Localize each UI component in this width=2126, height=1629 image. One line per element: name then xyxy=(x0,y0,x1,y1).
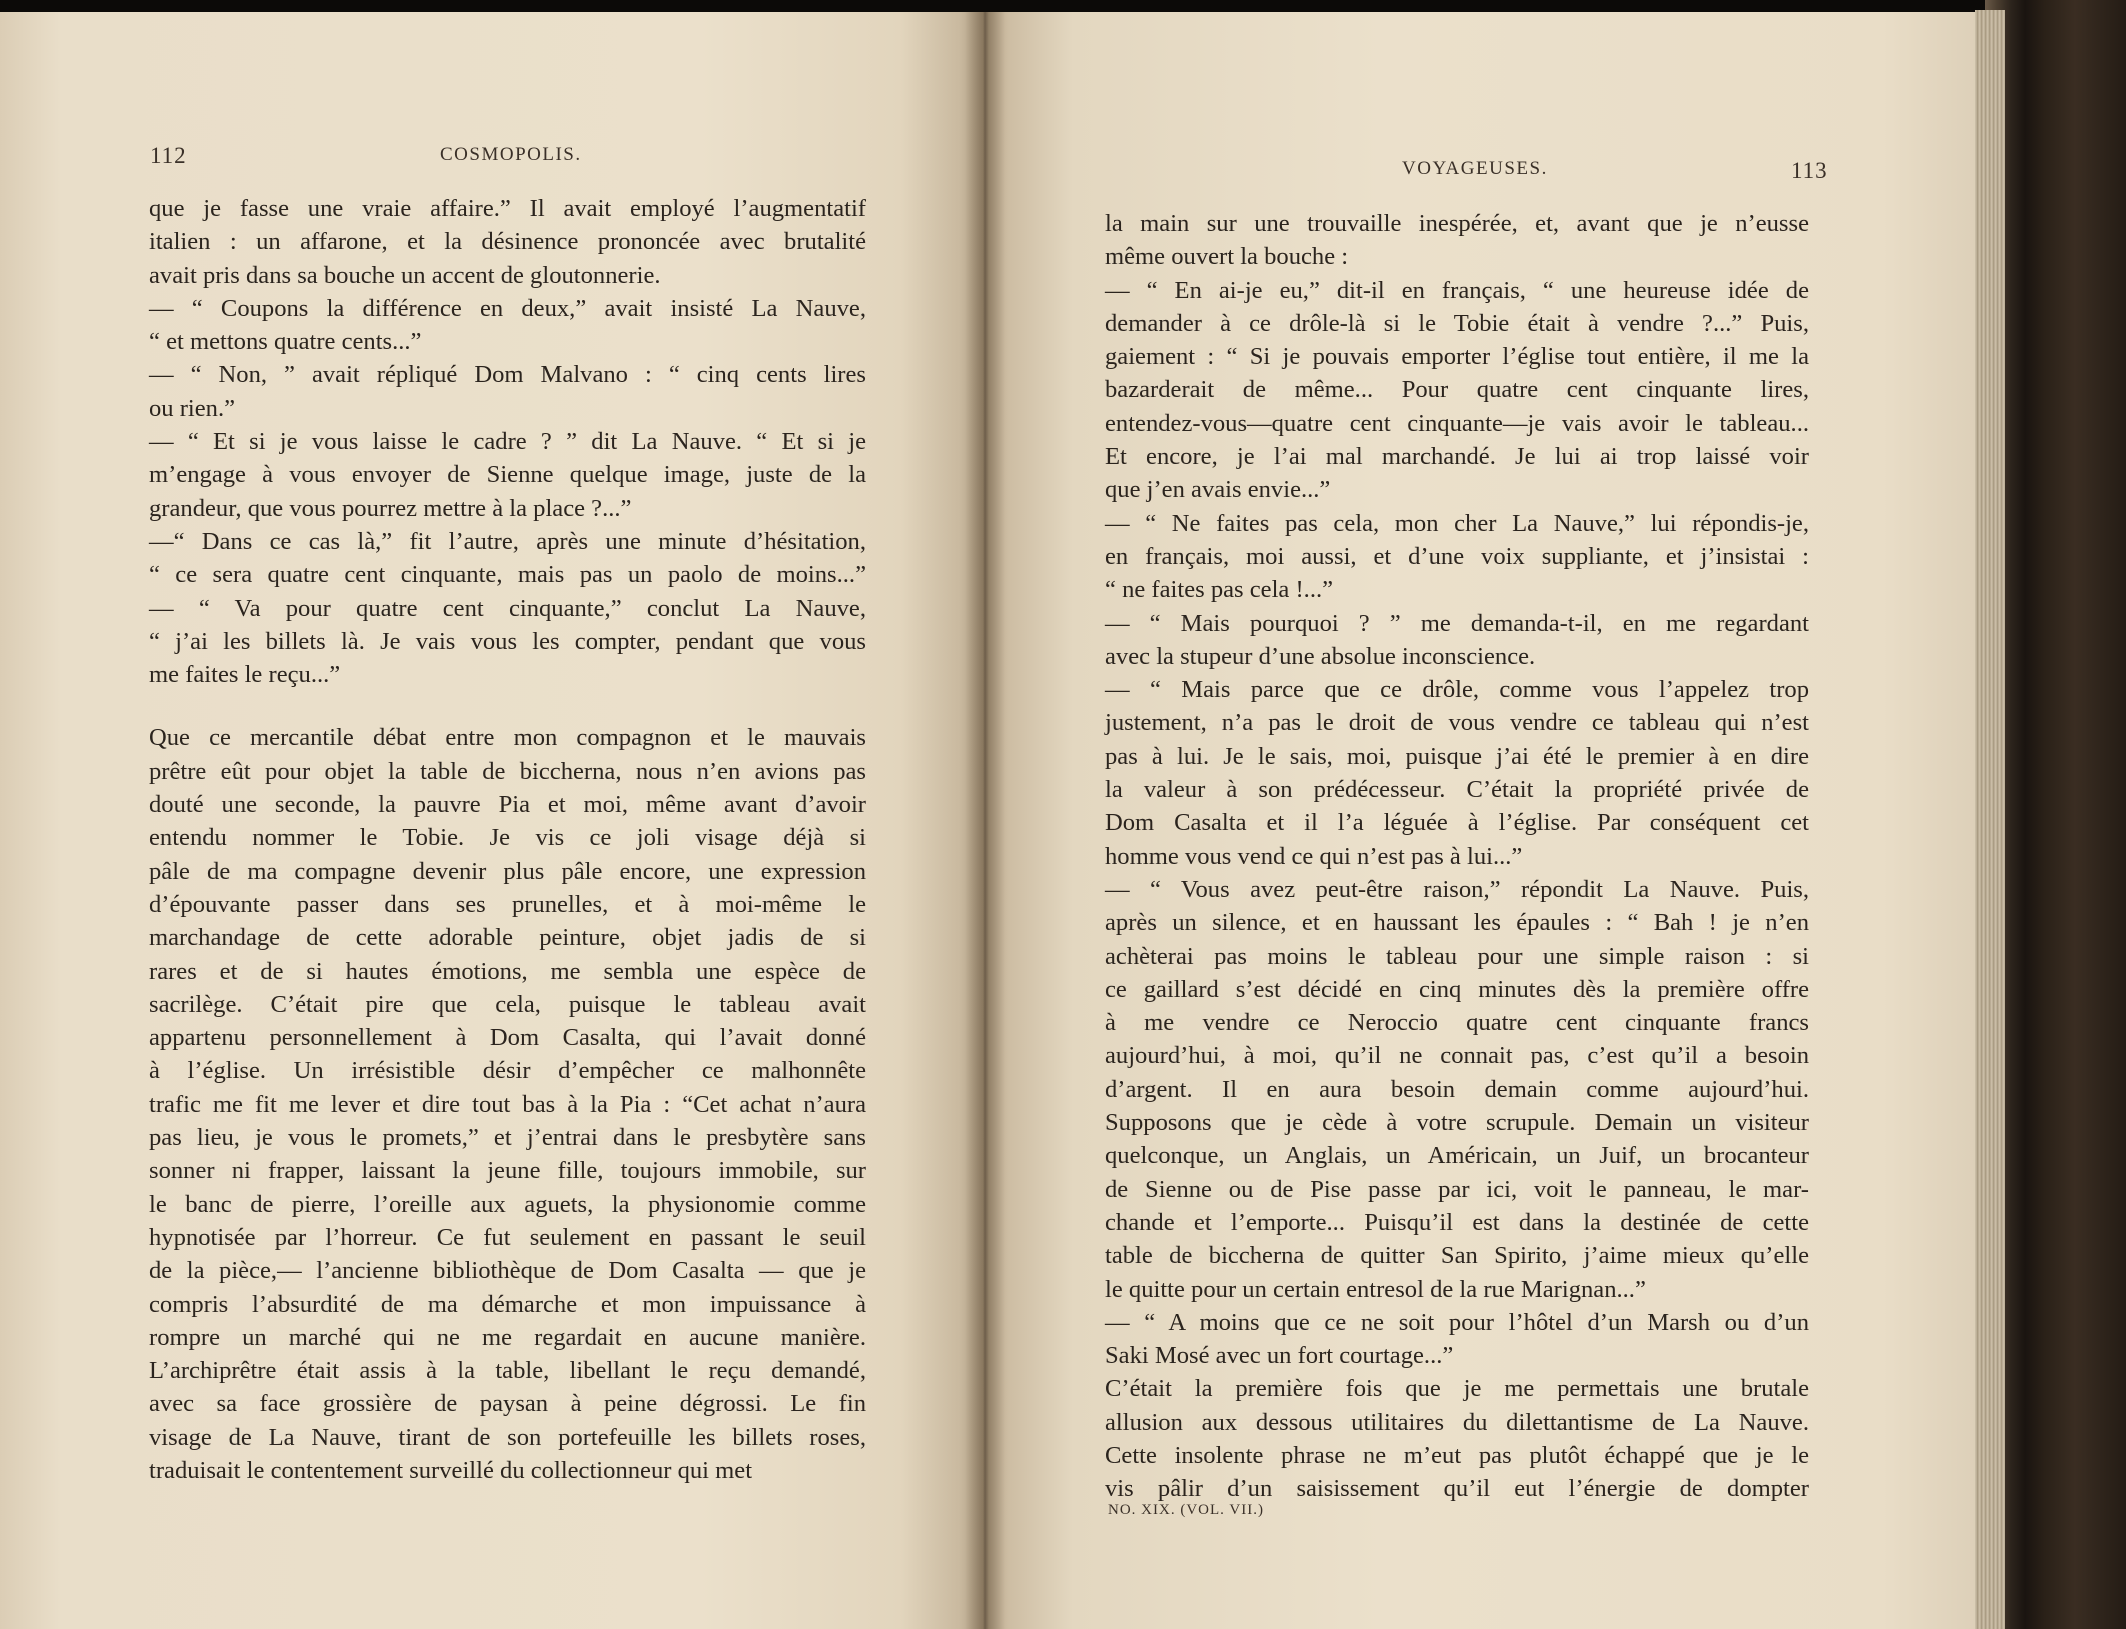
text-line: que je fasse une vraie affaire.” Il avait employé l’augmentatif xyxy=(149,195,866,222)
right-page-number: 113 xyxy=(1791,158,1828,183)
page-edges xyxy=(1975,10,2005,1629)
text-line: table de biccherna de quitter San Spirito, j’aime mieux qu’elle xyxy=(1105,1242,1809,1270)
text-line: le banc de pierre, l’oreille aux aguets, la physionomie comme xyxy=(149,1190,866,1218)
text-line: Saki Mosé avec un fort courtage...” xyxy=(1105,1342,1454,1370)
text-line: allusion aux dessous utilitaires du dilettantisme de La Nauve. xyxy=(1105,1408,1809,1436)
text-line: avec la stupeur d’une absolue inconscience. xyxy=(1105,642,1536,670)
text-line: entendu nommer le Tobie. Je vis ce joli visage déjà si xyxy=(149,824,866,852)
signature-mark: NO. XIX. (VOL. VII.) xyxy=(1108,1502,1264,1518)
text-line: avec sa face grossière de paysan à peine dégrossi. Le fin xyxy=(149,1390,866,1418)
text-line: achèterai pas moins le tableau pour une simple raison : si xyxy=(1105,942,1809,970)
text-line: compris l’absurdité de ma démarche et mon impuissance à xyxy=(149,1290,866,1318)
text-line: douté une seconde, la pauvre Pia et moi, même avant d’avoir xyxy=(149,791,866,819)
text-line: Cette insolente phrase ne m’eut pas plutôt échappé que je le xyxy=(1105,1441,1809,1469)
text-line: — “ Mais parce que ce drôle, comme vous l’appelez trop xyxy=(1105,676,1809,704)
text-line: —“ Dans ce cas là,” fit l’autre, après une minute d’hésitation, xyxy=(149,527,866,555)
text-line: marchandage de cette adorable peinture, objet jadis de si xyxy=(149,924,866,952)
text-line: — “ En ai-je eu,” dit-il en français, “ une heureuse idée de xyxy=(1105,276,1809,304)
text-line: quelconque, un Anglais, un Américain, un Juif, un brocanteur xyxy=(1105,1142,1809,1170)
text-line: homme vous vend ce qui n’est pas à lui...” xyxy=(1105,842,1523,870)
text-line: la main sur une trouvaille inespérée, et, avant que je n’eusse xyxy=(1105,210,1809,237)
text-line: Que ce mercantile débat entre mon compagnon et le mauvais xyxy=(149,724,866,752)
text-line: hypnotisée par l’horreur. Ce fut seulement en passant le seuil xyxy=(149,1223,866,1251)
left-running-head: COSMOPOLIS. xyxy=(440,144,582,165)
text-line: traduisait le contentement surveillé du collectionneur qui met xyxy=(149,1456,753,1484)
text-line: — “ Ne faites pas cela, mon cher La Nauve,” lui répondis-je, xyxy=(1105,509,1809,537)
text-line: le quitte pour un certain entresol de la rue Marignan...” xyxy=(1105,1275,1646,1303)
text-line: pas à lui. Je le sais, moi, puisque j’ai été le premier à en dire xyxy=(1105,742,1809,770)
text-line: me faites le reçu...” xyxy=(149,661,341,689)
text-line: pas lieu, je vous le promets,” et j’entrai dans le presbytère sans xyxy=(149,1124,866,1152)
text-line: C’était la première fois que je me permettais une brutale xyxy=(1105,1375,1809,1403)
text-line: ou rien.” xyxy=(149,394,236,422)
text-line: L’archiprêtre était assis à la table, libellant le reçu demandé, xyxy=(149,1357,866,1385)
text-line: avait pris dans sa bouche un accent de gloutonnerie. xyxy=(149,261,661,289)
text-line: grandeur, que vous pourrez mettre à la place ?...” xyxy=(149,494,632,522)
text-line: la valeur à son prédécesseur. C’était la propriété privée de xyxy=(1105,776,1809,804)
right-running-head: VOYAGEUSES. xyxy=(1402,158,1548,179)
text-line: — “ Mais pourquoi ? ” me demanda-t-il, en me regardant xyxy=(1105,609,1809,637)
right-page xyxy=(983,12,1975,1629)
text-line: rompre un marché qui ne me regardait en aucune manière. xyxy=(149,1323,866,1351)
text-line: trafic me fit me lever et dire tout bas à la Pia : “Cet achat n’aura xyxy=(149,1090,866,1118)
text-line: même ouvert la bouche : xyxy=(1105,243,1349,271)
text-line: de Sienne ou de Pise passe par ici, voit le panneau, le mar- xyxy=(1105,1175,1809,1203)
book-spine-shadow xyxy=(965,12,1005,1629)
text-line: prêtre eût pour objet la table de biccherna, nous n’en avions pas xyxy=(149,757,866,785)
left-page-number: 112 xyxy=(150,143,187,168)
text-line: de la pièce,— l’ancienne bibliothèque de Dom Casalta — que je xyxy=(149,1257,866,1285)
text-line: appartenu personnellement à Dom Casalta, qui l’avait donné xyxy=(149,1024,866,1052)
paragraph-gap xyxy=(149,691,866,721)
text-line: après un silence, et en haussant les épaules : “ Bah ! je n’en xyxy=(1105,909,1809,937)
text-line: — “ Coupons la différence en deux,” avait insisté La Nauve, xyxy=(149,294,866,322)
text-line: à me vendre ce Neroccio quatre cent cinquante francs xyxy=(1105,1009,1809,1037)
text-line: — “ Non, ” avait répliqué Dom Malvano : “ cinq cents lires xyxy=(149,361,866,389)
text-line: que j’en avais envie...” xyxy=(1105,476,1331,504)
book-cover-edge xyxy=(1985,0,2126,1629)
text-line: demander à ce drôle-là si le Tobie était à vendre ?...” Puis, xyxy=(1105,309,1809,337)
left-text-column xyxy=(149,192,866,1487)
text-line: chande et l’emporte... Puisqu’il est dans la destinée de cette xyxy=(1105,1208,1809,1236)
text-line: — “ Et si je vous laisse le cadre ? ” dit La Nauve. “ Et si je xyxy=(149,428,866,456)
text-line: visage de La Nauve, tirant de son portefeuille les billets roses, xyxy=(149,1423,866,1451)
text-line: sonner ni frapper, laissant la jeune fille, toujours immobile, sur xyxy=(149,1157,866,1185)
text-line: ce gaillard s’est décidé en cinq minutes dès la première offre xyxy=(1105,975,1809,1003)
left-page xyxy=(0,12,983,1629)
text-line: Supposons que je cède à votre scrupule. Demain un visiteur xyxy=(1105,1109,1809,1137)
text-line: “ et mettons quatre cents...” xyxy=(149,328,422,356)
text-line: italien : un affarone, et la désinence prononcée avec brutalité xyxy=(149,228,866,256)
text-line: entendez-vous—quatre cent cinquante—je vais avoir le tableau... xyxy=(1105,409,1809,437)
right-text-column xyxy=(1105,207,1809,1506)
text-line: m’engage à vous envoyer de Sienne quelque image, juste de la xyxy=(149,461,866,489)
text-line: pâle de ma compagne devenir plus pâle encore, une expression xyxy=(149,857,866,885)
text-line: — “ A moins que ce ne soit pour l’hôtel d’un Marsh ou d’un xyxy=(1105,1308,1809,1336)
text-line: “ j’ai les billets là. Je vais vous les compter, pendant que vous xyxy=(149,627,866,655)
text-line: sacrilège. C’était pire que cela, puisque le tableau avait xyxy=(149,990,866,1018)
text-line: d’argent. Il en aura besoin demain comme aujourd’hui. xyxy=(1105,1075,1809,1103)
text-line: d’épouvante passer dans ses prunelles, et à moi-même le xyxy=(149,890,866,918)
text-line: Dom Casalta et il l’a léguée à l’église. Par conséquent cet xyxy=(1105,809,1809,837)
text-line: en français, moi aussi, et d’une voix suppliante, et j’insistai : xyxy=(1105,542,1809,570)
text-line: aujourd’hui, à moi, qu’il ne connait pas, c’est qu’il a besoin xyxy=(1105,1042,1809,1070)
text-line: — “ Va pour quatre cent cinquante,” conclut La Nauve, xyxy=(149,594,866,622)
text-line: Et encore, je l’ai mal marchandé. Je lui ai trop laissé voir xyxy=(1105,443,1809,471)
text-line: — “ Vous avez peut-être raison,” répondit La Nauve. Puis, xyxy=(1105,875,1809,903)
text-line: bazarderait de même... Pour quatre cent cinquante lires, xyxy=(1105,376,1809,404)
text-line: rares et de si hautes émotions, me sembla une espèce de xyxy=(149,957,866,985)
text-line: à l’église. Un irrésistible désir d’empêcher ce malhonnête xyxy=(149,1057,866,1085)
text-line: “ ce sera quatre cent cinquante, mais pas un paolo de moins...” xyxy=(149,561,866,589)
text-line: gaiement : “ Si je pouvais emporter l’église tout entière, il me la xyxy=(1105,343,1809,371)
text-line: justement, n’a pas le droit de vous vendre ce tableau qui n’est xyxy=(1105,709,1809,737)
text-line: “ ne faites pas cela !...” xyxy=(1105,576,1334,604)
text-line: vis pâlir d’un saisissement qu’il eut l’énergie de dompter xyxy=(1105,1475,1809,1503)
